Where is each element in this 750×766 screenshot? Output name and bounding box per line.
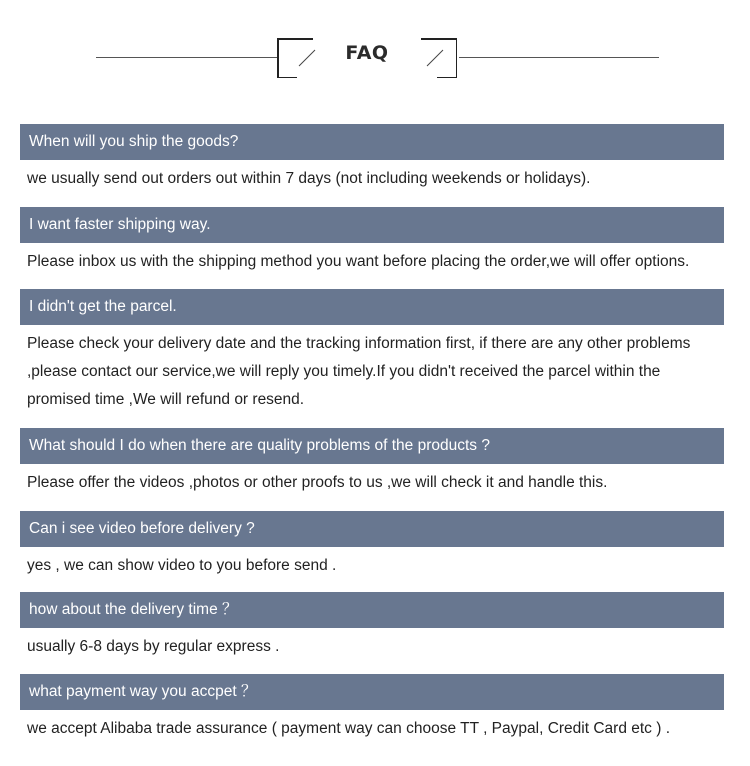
faq-question-3: I didn't get the parcel. — [20, 289, 724, 325]
header-rule-left — [96, 57, 277, 58]
header-rule-right — [459, 57, 659, 58]
page-title: FAQ — [345, 42, 389, 64]
faq-question-4: What should I do when there are quality problems of the products ? — [20, 428, 724, 464]
faq-answer-3-line-1: Please check your delivery date and the tracking information first, if there are any other problems — [27, 335, 691, 352]
faq-question-5: Can i see video before delivery ? — [20, 511, 724, 547]
faq-question-2: I want faster shipping way. — [20, 207, 724, 243]
faq-answer-5: yes , we can show video to you before send . — [27, 557, 337, 574]
faq-question-7: what payment way you accpet ？ — [20, 674, 724, 710]
faq-answer-3-line-3: promised time ,We will refund or resend. — [27, 391, 305, 408]
faq-answer-7: we accept Alibaba trade assurance ( payment way can choose TT , Paypal, Credit Card etc ) . — [27, 720, 671, 737]
faq-answer-6: usually 6-8 days by regular express . — [27, 638, 280, 655]
faq-question-6: how about the delivery time ？ — [20, 592, 724, 628]
faq-answer-2: Please inbox us with the shipping method you want before placing the order,we will offer options. — [27, 253, 690, 270]
faq-answer-1: we usually send out orders out within 7 days (not including weekends or holidays). — [27, 170, 591, 187]
faq-header — [0, 0, 750, 100]
faq-answer-4: Please offer the videos ,photos or other proofs to us ,we will check it and handle this. — [27, 474, 608, 491]
faq-question-1: When will you ship the goods? — [20, 124, 724, 160]
faq-answer-3-line-2: ,please contact our service,we will reply you timely.If you didn't received the parcel within the — [27, 363, 661, 380]
